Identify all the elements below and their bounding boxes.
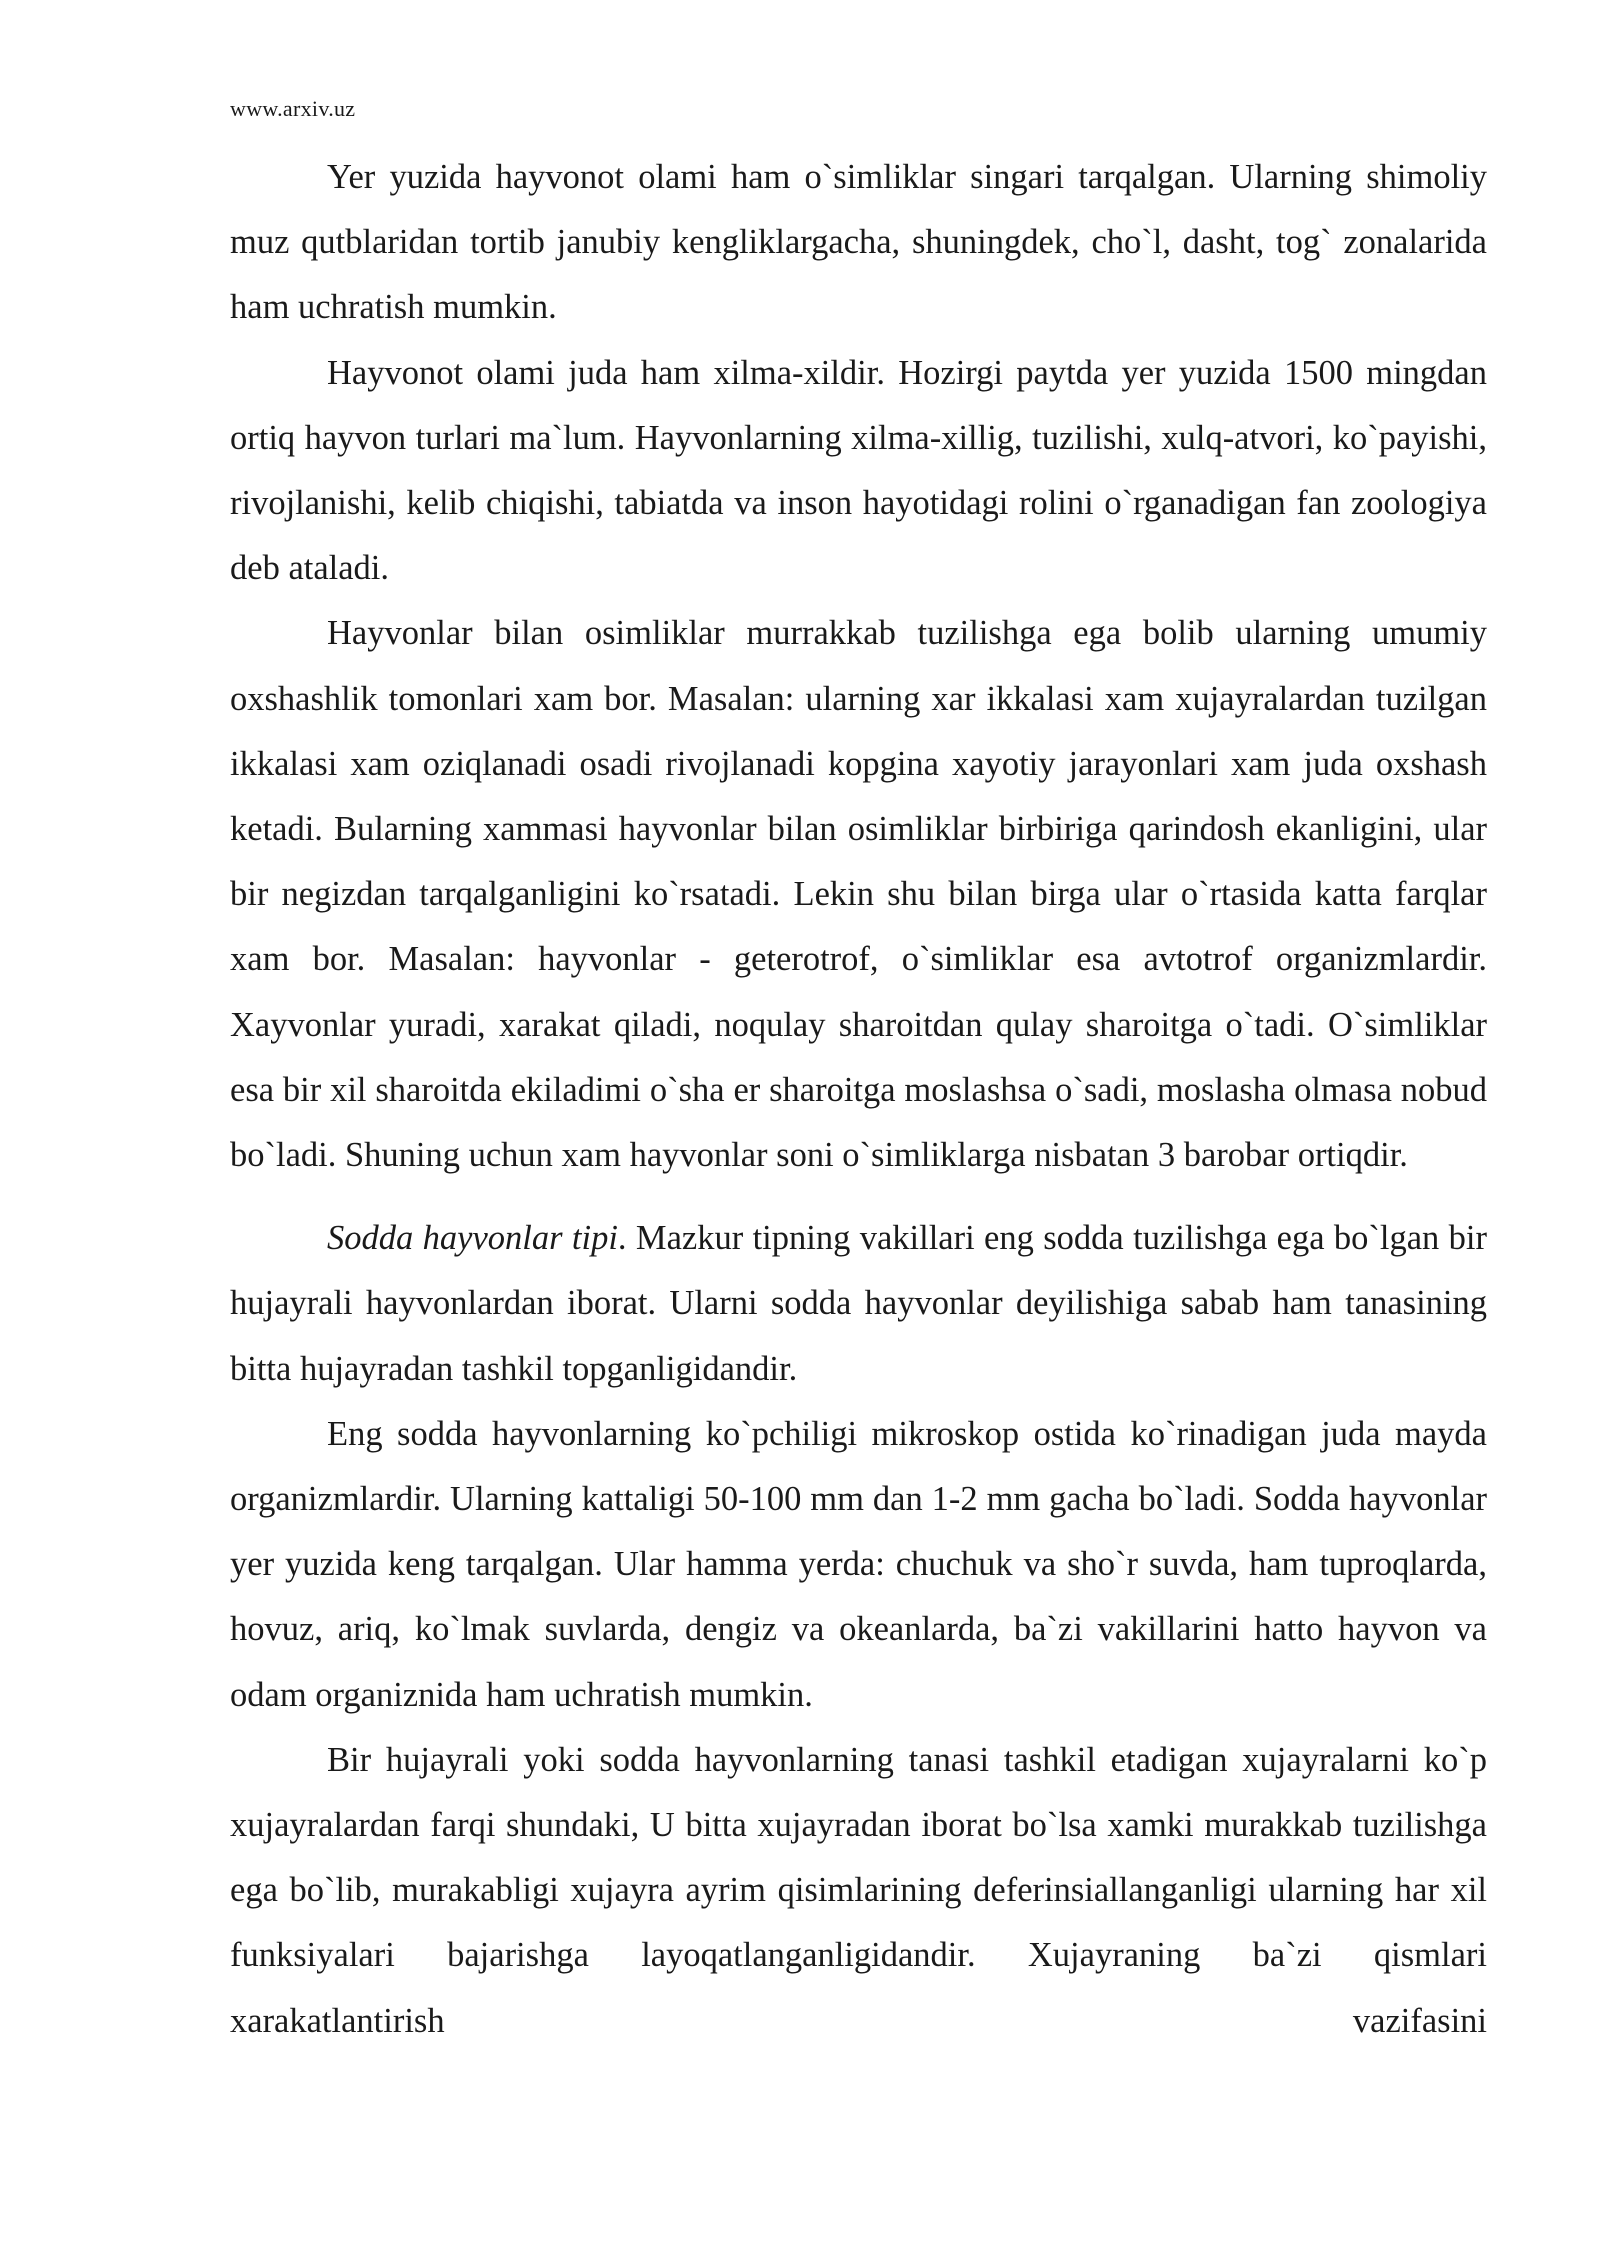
paragraph-4-text: . Mazkur tipning vakillari eng sodda tuzilishga ega bo`lgan bir hujayrali hayvonlardan iborat. Ularni sodda hayvonlar deyilishiga sabab ham tanasining bitta hujayradan tashkil topganligidandir.	[230, 1219, 1487, 1388]
section-title-italic: Sodda hayvonlar tipi	[327, 1219, 618, 1258]
page-header-url: www.arxiv.uz	[230, 96, 356, 121]
paragraph-5: Eng sodda hayvonlarning ko`pchiligi mikroskop ostida ko`rinadigan juda mayda organizmlardir. Ularning kattaligi 50-100 mm dan 1-2 mm gacha bo`ladi. Sodda hayvonlar yer yuzida keng tarqalgan. Ular hamma yerda: chuchuk va sho`r suvda, ham tuproqlarda, hovuz, ariq, ko`lmak suvlarda, dengiz va okeanlarda, ba`zi vakillarini hatto hayvon va odam organiznida ham uchratish mumkin.	[230, 1414, 1487, 1714]
paragraph-1: Yer yuzida hayvonot olami ham o`simliklar singari tarqalgan. Ularning shimoliy muz qutblaridan tortib janubiy kengliklargacha, shuningdek, cho`l, dasht, tog` zonalarida ham uchratish mumkin.	[230, 158, 1487, 327]
document-body	[230, 145, 1487, 2054]
paragraph-3: Hayvonlar bilan osimliklar murrakkab tuzilishga ega bolib ularning umumiy oxshashlik tomonlari xam bor. Masalan: ularning xar ikkalasi xam xujayralardan tuzilgan ikkalasi xam oziqlanadi osadi rivojlanadi kopgina xayotiy jarayonlari xam juda oxshash ketadi. Bularning xammasi hayvonlar bilan osimliklar birbiriga qarindosh ekanligini, ular bir negizdan tarqalganligini ko`rsatadi. Lekin shu bilan birga ular o`rtasida katta farqlar xam bor. Masalan: hayvonlar - geterotrof, o`simliklar esa avtotrof organizmlardir. Xayvonlar yuradi, xarakat qiladi, noqulay sharoitdan qulay sharoitga o`tadi. O`simliklar esa bir xil sharoitda ekiladimi o`sha er sharoitga moslashsa o`sadi, moslasha olmasa nobud bo`ladi. Shuning uchun xam hayvonlar soni o`simliklarga nisbatan 3 barobar ortiqdir.	[230, 614, 1487, 1175]
paragraph-2: Hayvonot olami juda ham xilma-xildir. Hozirgi paytda yer yuzida 1500 mingdan ortiq hayvon turlari ma`lum. Hayvonlarning xilma-xillig, tuzilishi, xulq-atvori, ko`payishi, rivojlanishi, kelib chiqishi, tabiatda va inson hayotidagi rolini o`rganadigan fan zoologiya deb ataladi.	[230, 353, 1487, 588]
paragraph-4	[230, 1206, 1487, 1402]
paragraph-6: Bir hujayrali yoki sodda hayvonlarning tanasi tashkil etadigan xujayralarni ko`p xujayralardan farqi shundaki, U bitta xujayradan iborat bo`lsa xamki murakkab tuzilishga ega bo`lib, murakabligi xujayra ayrim qisimlarining deferinsiallanganligi ularning har xil funksiyalari bajarishga layoqatlanganligidandir. Xujayraning ba`zi qismlari xarakatlantirish vazifasini	[230, 1740, 1487, 2040]
